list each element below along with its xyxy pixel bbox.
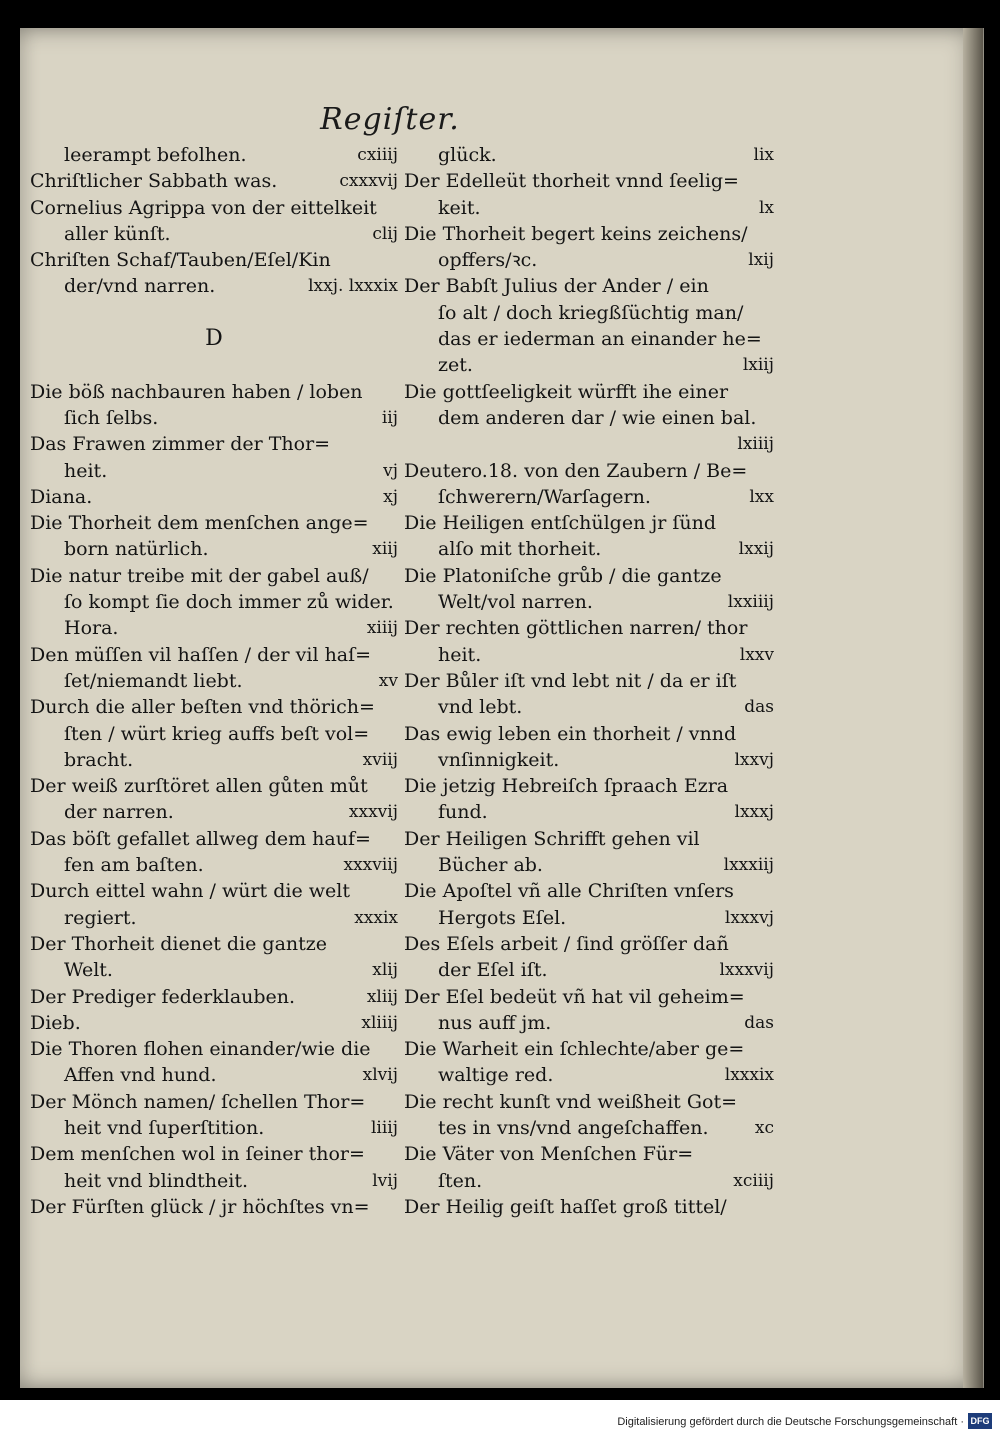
entry-text: aller künſt.	[64, 222, 171, 245]
entry-text: vnſinnigkeit.	[438, 748, 560, 771]
index-entry-line	[30, 352, 398, 378]
index-column-right	[404, 142, 774, 1220]
index-entry-line	[404, 1194, 774, 1220]
page-edge	[963, 28, 983, 1388]
index-column-left	[30, 142, 398, 1220]
entry-text: Die Väter von Menſchen Für=	[404, 1143, 694, 1166]
index-entry-line	[404, 326, 774, 352]
entry-text: Die recht kunſt vnd weißheit Got=	[404, 1090, 738, 1113]
entry-text: das er iederman an einander he=	[438, 328, 762, 351]
entry-text: Durch die aller beſten vnd thörich=	[30, 696, 375, 719]
entry-text: Das ewig leben ein thorheit / vnnd	[404, 722, 737, 745]
index-entry-line	[30, 747, 398, 773]
entry-text: Der Heilig geiſt haſſet groß tittel/	[404, 1195, 727, 1218]
index-entry-line	[404, 642, 774, 668]
entry-text: born natürlich.	[64, 538, 209, 561]
page-reference: xj	[383, 486, 398, 507]
page-reference: lix	[753, 145, 774, 165]
page-reference: lxiij	[742, 355, 774, 376]
index-entry-line	[404, 905, 774, 931]
entry-text: ſet/niemandt liebt.	[64, 669, 243, 692]
index-entry-line	[404, 247, 774, 273]
entry-text: der/vnd narren.	[64, 275, 216, 298]
entry-text: keit.	[438, 196, 481, 219]
entry-text: zet.	[438, 354, 473, 377]
entry-text: ſo kompt ſie doch immer zů wider.	[64, 591, 394, 614]
entry-text: Hora.	[64, 617, 119, 640]
index-entry-line	[404, 1115, 774, 1141]
entry-text: Die Apoſtel vñ alle Chriſten vnſers	[404, 880, 734, 903]
entry-text: opffers/ꝛc.	[438, 249, 538, 272]
page-reference: xviij	[362, 749, 398, 770]
page-reference: lxxiiij	[727, 592, 774, 613]
index-entry-line	[30, 589, 398, 615]
page-reference: xiiij	[366, 618, 398, 639]
index-entry-line	[404, 405, 774, 431]
index-entry-line	[404, 484, 774, 510]
index-entry-line	[404, 168, 774, 194]
index-entry-line	[30, 168, 398, 194]
index-entry-line	[404, 694, 774, 720]
entry-text: leerampt befolhen.	[64, 144, 247, 166]
index-entry-line	[30, 484, 398, 510]
index-entry-line	[30, 273, 398, 299]
index-entry-line	[404, 1062, 774, 1088]
entry-text: Cornelius Agrippa von der eittelkeit	[30, 196, 377, 219]
page-reference: das	[744, 1012, 774, 1033]
index-entry-line	[404, 931, 774, 957]
page-reference: iij	[381, 407, 398, 428]
index-entry-line	[30, 510, 398, 536]
page-reference: cxiiij	[357, 145, 398, 165]
entry-text: Chriſten Schaf/Tauben/Eſel/Kin	[30, 249, 331, 272]
index-entry-line	[30, 931, 398, 957]
index-entry-line	[30, 142, 398, 168]
index-entry-line	[30, 1115, 398, 1141]
page-reference: lxxij	[738, 539, 774, 560]
entry-text: Die Warheit ein ſchlechte/aber ge=	[404, 1038, 745, 1061]
index-entry-line	[404, 668, 774, 694]
entry-text: Hergots Eſel.	[438, 906, 567, 929]
entry-text: Die Heiligen entſchülgen jr ſünd	[404, 512, 717, 535]
page-reference: lx	[758, 197, 774, 218]
index-entry-line	[30, 1010, 398, 1036]
index-entry-line	[30, 1194, 398, 1220]
index-entry-line	[404, 1036, 774, 1062]
page-reference: lxxxiij	[723, 855, 774, 876]
entry-text: Die Thorheit dem menſchen ange=	[30, 512, 369, 535]
index-entry-line	[30, 431, 398, 457]
page-reference: lxxxix	[724, 1065, 774, 1086]
footer-credit: Digitalisierung gefördert durch die Deutsche Forschungsgemeinschaft ·	[617, 1416, 964, 1428]
entry-text: Durch eittel wahn / würt die welt	[30, 880, 350, 903]
page-reference: xliiij	[361, 1012, 398, 1033]
page-reference: vj	[383, 460, 398, 481]
index-entry-line	[404, 826, 774, 852]
entry-text: heit.	[438, 643, 482, 666]
index-entry-line	[30, 642, 398, 668]
index-entry-line	[404, 1141, 774, 1167]
entry-text: Der Fürſten glück / jr höchſtes vn=	[30, 1195, 370, 1218]
page-reference: xliij	[366, 986, 398, 1007]
index-entry-line	[404, 536, 774, 562]
index-entry-line	[30, 221, 398, 247]
entry-text: heit vnd blindtheit.	[64, 1169, 248, 1192]
entry-text: Der weiß zurſtöret allen gůten můt	[30, 775, 368, 798]
page-reference: lxxj. lxxxix	[308, 276, 398, 297]
entry-text: Die natur treibe mit der gabel auß/	[30, 564, 369, 587]
entry-text: Welt/vol narren.	[438, 591, 593, 614]
index-entry-line	[30, 405, 398, 431]
entry-text: Welt.	[64, 959, 113, 982]
page-reference: xxxix	[354, 907, 398, 928]
index-entry-line	[404, 1010, 774, 1036]
index-entry-line	[404, 1168, 774, 1194]
entry-text: Der Edelleüt thorheit vnnd ſeelig=	[404, 170, 739, 193]
entry-text: dem anderen dar / wie einen bal.	[438, 406, 757, 429]
index-entry-line	[30, 878, 398, 904]
entry-text: der Eſel iſt.	[438, 959, 548, 982]
entry-text: Des Eſels arbeit / ſind gröſſer dañ	[404, 932, 729, 955]
page-header: Regiſter.	[320, 102, 460, 137]
index-entry-line	[30, 379, 398, 405]
index-entry-line	[404, 773, 774, 799]
entry-text: Bücher ab.	[438, 854, 543, 877]
entry-text: regiert.	[64, 906, 137, 929]
index-entry-line	[404, 195, 774, 221]
page-reference: lxxxvj	[724, 907, 774, 928]
page-reference: xlij	[372, 960, 398, 981]
entry-text: tes in vns/vnd angeſchaffen.	[438, 1116, 709, 1139]
entry-text: Deutero.18. von den Zaubern / Be=	[404, 459, 748, 482]
entry-text: alſo mit thorheit.	[438, 538, 602, 561]
index-entry-line	[404, 379, 774, 405]
index-entry-line	[30, 773, 398, 799]
page-reference: lxxxvij	[719, 960, 774, 981]
entry-text: glück.	[438, 144, 497, 166]
entry-text: ſchwerern/Warſagern.	[438, 485, 651, 508]
index-entry-line	[404, 142, 774, 168]
index-entry-line	[30, 668, 398, 694]
page-reference: lvij	[372, 1170, 398, 1191]
index-entry-line	[30, 852, 398, 878]
entry-text: Chriſtlicher Sabbath was.	[30, 170, 278, 193]
entry-text: Der Babſt Julius der Ander / ein	[404, 275, 709, 298]
page-reference: xxxvij	[348, 802, 398, 823]
entry-text: heit.	[64, 459, 108, 482]
index-entry-line	[30, 799, 398, 825]
entry-text: Die Platoniſche grůb / die gantze	[404, 564, 722, 587]
entry-text: Die Thoren flohen einander/wie die	[30, 1038, 371, 1061]
entry-text: ſten.	[438, 1169, 483, 1192]
entry-text: Der Mönch namen/ ſchellen Thor=	[30, 1090, 366, 1113]
index-entry-line	[30, 826, 398, 852]
page-reference: liiij	[370, 1117, 398, 1138]
index-entry-line	[30, 1062, 398, 1088]
index-entry-line	[404, 747, 774, 773]
index-entry-line	[30, 247, 398, 273]
index-entry-line	[404, 431, 774, 457]
index-entry-line	[404, 273, 774, 299]
page-reference: lxxvj	[734, 749, 774, 770]
index-entry-line	[404, 458, 774, 484]
entry-text: fen am baſten.	[64, 854, 204, 877]
page-reference: lxxxj	[734, 802, 774, 823]
index-entry-line	[30, 905, 398, 931]
index-entry-line	[30, 721, 398, 747]
index-entry-line	[404, 615, 774, 641]
page-reference: lxiiij	[737, 434, 774, 455]
entry-text: Das Frawen zimmer der Thor=	[30, 433, 331, 456]
page-reference: xiij	[372, 539, 398, 560]
entry-text: heit vnd ſuperſtition.	[64, 1116, 265, 1139]
index-entry-line	[30, 195, 398, 221]
index-entry-line	[30, 536, 398, 562]
entry-text: Der Prediger federklauben.	[30, 985, 296, 1008]
index-entry-line	[30, 458, 398, 484]
page-reference: xxxviij	[343, 855, 398, 876]
entry-text: ſten / würt krieg auffs beſt vol=	[64, 722, 370, 745]
page-reference: xv	[378, 670, 398, 691]
page-reference: lxxv	[739, 644, 774, 665]
page-reference: xlvij	[362, 1065, 398, 1086]
entry-text: Affen vnd hund.	[64, 1064, 217, 1087]
index-entry-line	[404, 721, 774, 747]
entry-text: fund.	[438, 801, 488, 824]
entry-text: Den müſſen vil haſſen / der vil haſ=	[30, 643, 372, 666]
entry-text: D	[205, 326, 223, 352]
index-entry-line	[404, 799, 774, 825]
entry-text: Das böſt gefallet allweg dem hauf=	[30, 827, 371, 850]
entry-text: Der Heiligen Schrifft gehen vil	[404, 827, 700, 850]
page-reference: clij	[372, 223, 398, 244]
index-entry-line	[30, 300, 398, 326]
entry-text: Die Thorheit begert keins zeichens/	[404, 222, 748, 245]
index-entry-line	[404, 589, 774, 615]
page-reference: lxx	[749, 486, 774, 507]
index-entry-line	[404, 510, 774, 536]
index-entry-line	[30, 1036, 398, 1062]
page-reference: lxij	[748, 250, 774, 271]
entry-text: Der Bůler iſt vnd lebt nit / da er iſt	[404, 669, 737, 692]
entry-text: Der Eſel bedeüt vñ hat vil geheim=	[404, 985, 745, 1008]
page-reference: cxxxvij	[339, 171, 398, 192]
entry-text: Der Thorheit dienet die gantze	[30, 932, 328, 955]
entry-text: Der rechten göttlichen narren/ thor	[404, 617, 748, 640]
entry-text: Die gottſeeligkeit würfft ihe einer	[404, 380, 729, 403]
entry-text: nus auff jm.	[438, 1011, 552, 1034]
index-entry-line	[404, 352, 774, 378]
page-reference: xciiij	[733, 1170, 774, 1191]
index-entry-line	[404, 878, 774, 904]
page-reference: xc	[754, 1117, 774, 1138]
entry-text: ſo alt / doch kriegßſüchtig man/	[438, 301, 744, 324]
entry-text: Dem menſchen wol in ſeiner thor=	[30, 1143, 365, 1166]
entry-text: Dieb.	[30, 1011, 81, 1034]
entry-text: Die böß nachbauren haben / loben	[30, 380, 363, 403]
index-entry-line	[404, 221, 774, 247]
index-entry-line	[404, 852, 774, 878]
index-entry-line	[30, 1089, 398, 1115]
entry-text: Diana.	[30, 485, 93, 508]
index-entry-line	[30, 694, 398, 720]
entry-text: Die jetzig Hebreiſch ſpraach Ezra	[404, 775, 729, 798]
index-entry-line	[30, 563, 398, 589]
index-entry-line	[30, 615, 398, 641]
entry-text: vnd lebt.	[438, 696, 523, 719]
index-entry-line	[30, 984, 398, 1010]
index-entry-line	[30, 957, 398, 983]
index-entry-line	[30, 1141, 398, 1167]
index-entry-line	[30, 326, 398, 352]
dfg-logo: DFG	[968, 1413, 992, 1429]
entry-text: waltige red.	[438, 1064, 554, 1087]
index-entry-line	[404, 984, 774, 1010]
page-reference: das	[744, 697, 774, 718]
entry-text: bracht.	[64, 748, 134, 771]
index-entry-line	[30, 1168, 398, 1194]
index-entry-line	[404, 1089, 774, 1115]
index-entry-line	[404, 300, 774, 326]
entry-text: ſich ſelbs.	[64, 406, 159, 429]
index-entry-line	[404, 957, 774, 983]
entry-text: der narren.	[64, 801, 174, 824]
index-entry-line	[404, 563, 774, 589]
